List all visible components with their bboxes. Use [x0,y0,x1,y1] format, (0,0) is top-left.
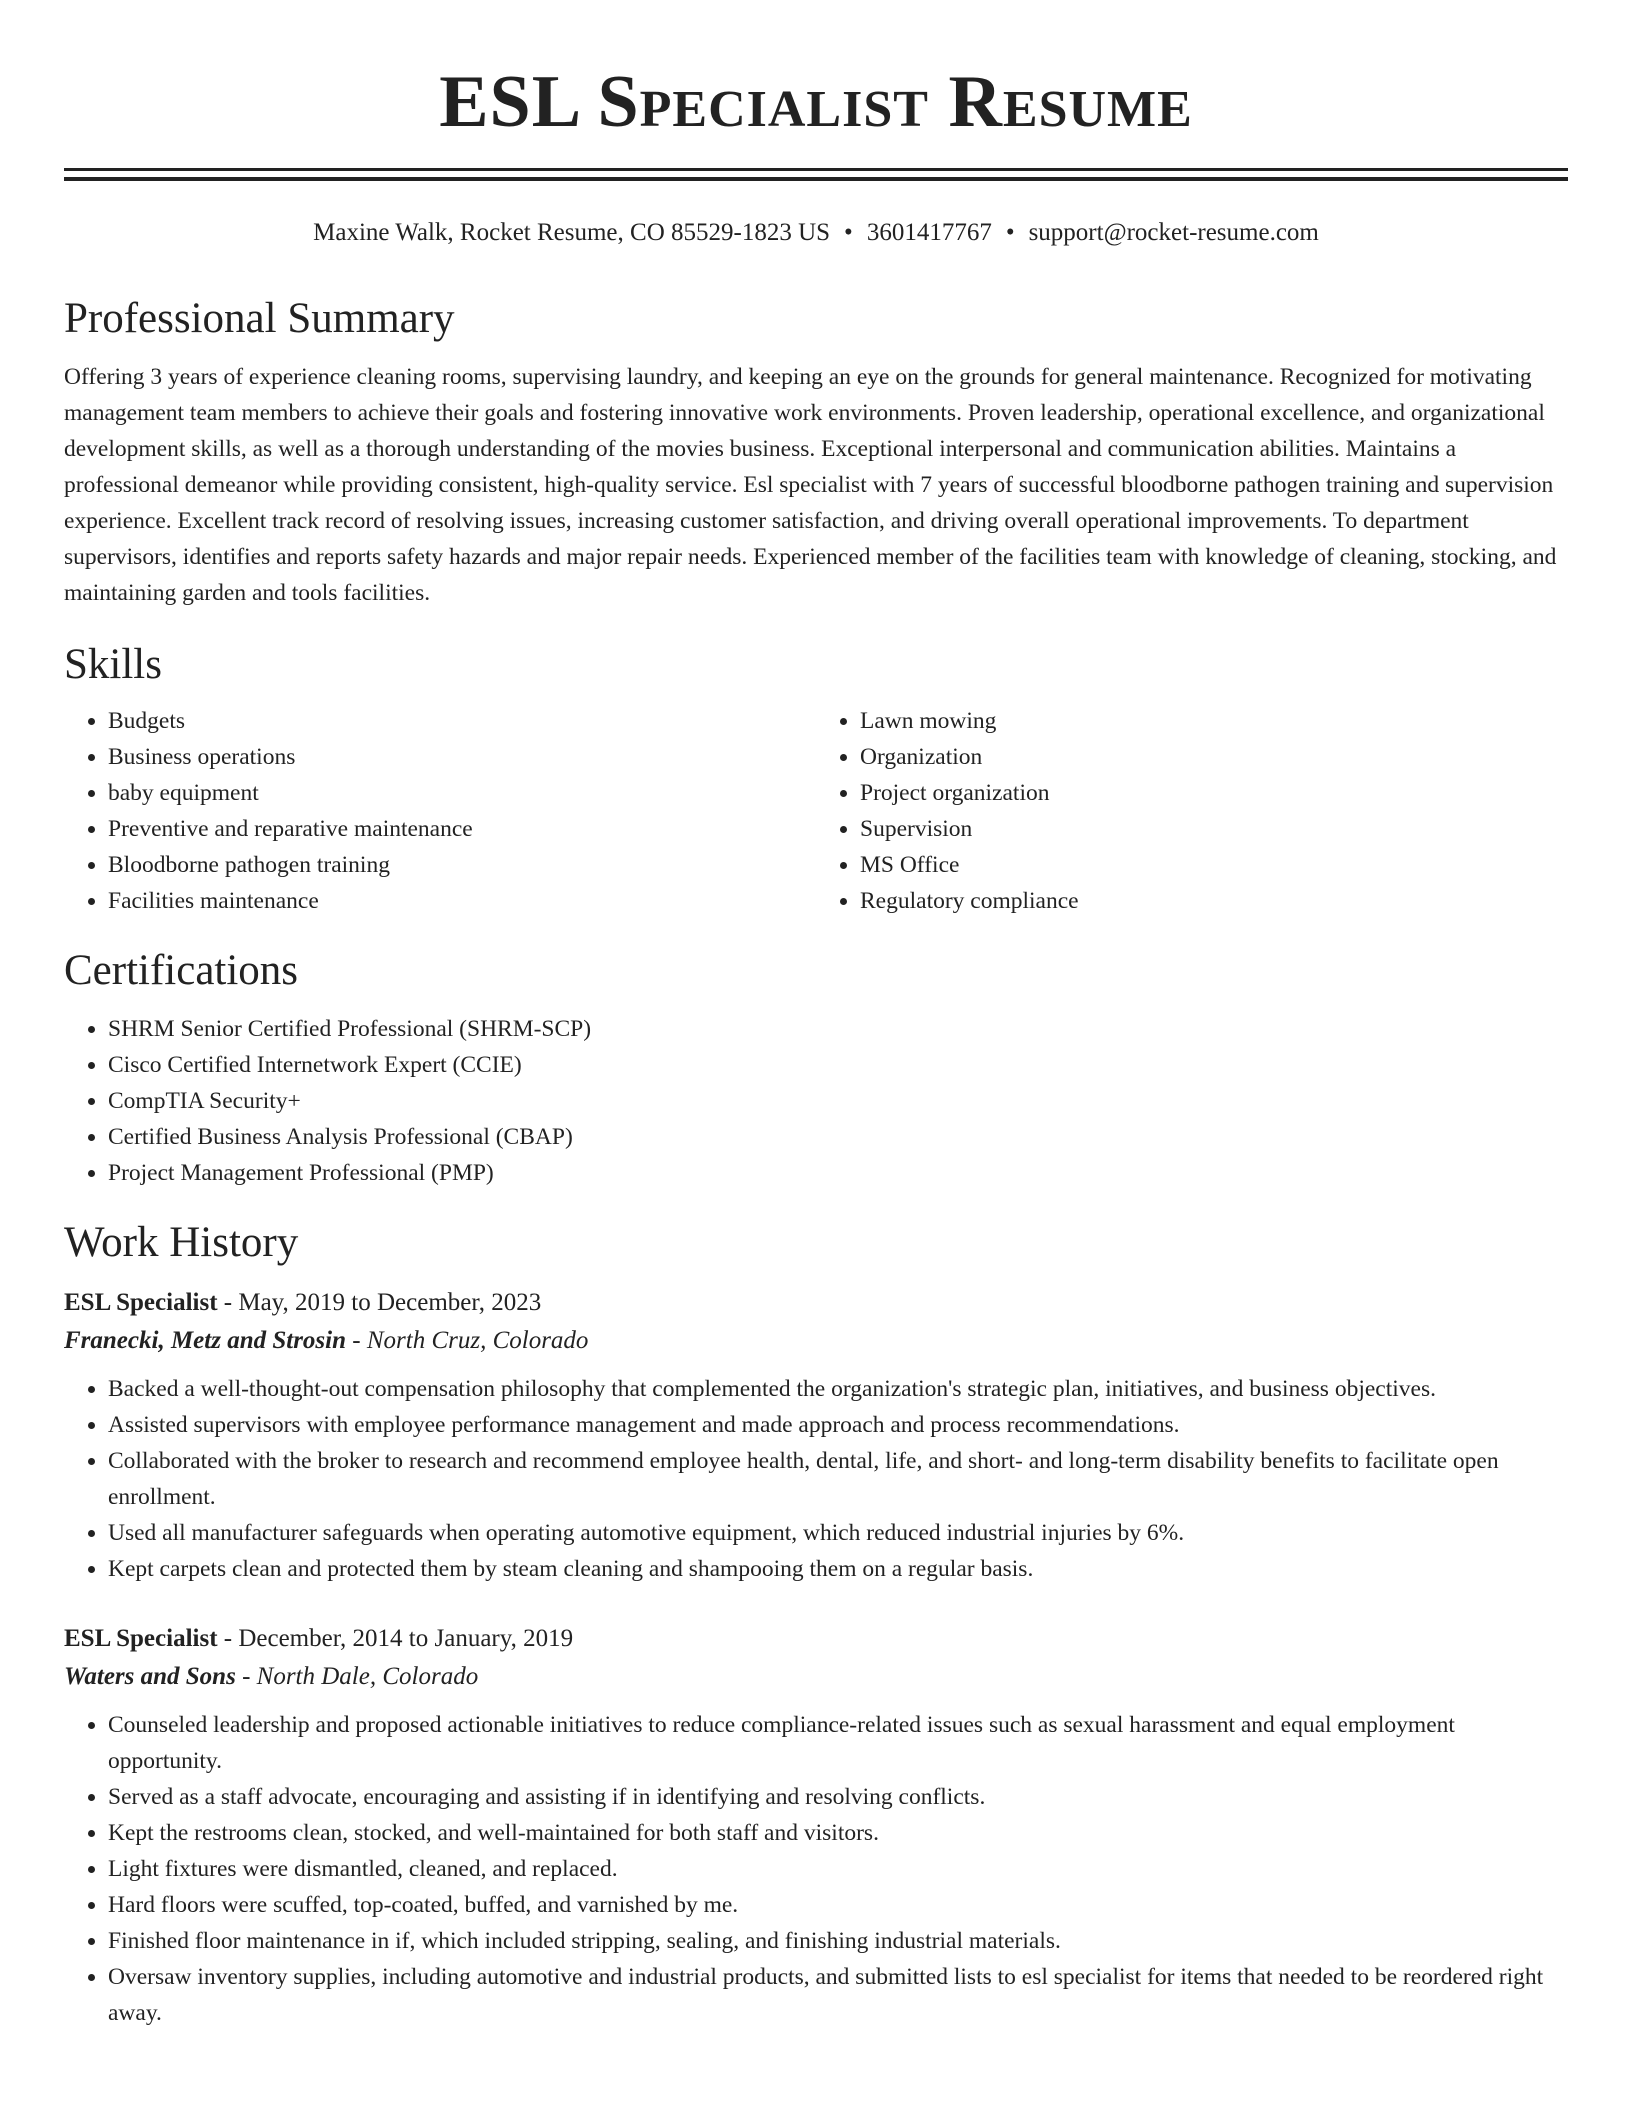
skill-item: • Supervision [860,811,1568,847]
skills-heading: Skills [64,641,162,688]
skills-list-right [816,703,1568,919]
job-employer [64,1659,1568,1695]
job-entry [64,1619,1568,2031]
skills-columns [64,703,1568,919]
job-bullet: • Finished floor maintenance in if, which included stripping, sealing, and finishing industrial materials. [108,1923,1568,1959]
job-bullet: • Used all manufacturer safeguards when operating automotive equipment, which reduced industrial injuries by 6%. [108,1515,1568,1551]
title-rule-bottom [64,177,1568,181]
skill-item: • Project organization [860,775,1568,811]
skill-item: • Business operations [108,739,816,775]
contact-line [64,217,1568,249]
job-company: Franecki, Metz and Strosin [64,1327,347,1354]
resume-page [64,0,1568,2031]
job-bullet: • Served as a staff advocate, encouraging and assisting if in identifying and resolving conflicts. [108,1779,1568,1815]
job-dates: - December, 2014 to January, 2019 [217,1625,574,1652]
job-location: - North Cruz, Colorado [346,1327,589,1354]
contact-email: support@rocket-resume.com [1028,219,1319,246]
skills-list-left [64,703,816,919]
contact-separator: • [844,219,853,246]
job-title: ESL Specialist [64,1289,218,1316]
job-location: - North Dale, Colorado [235,1663,479,1690]
skill-item: • Regulatory compliance [860,883,1568,919]
certification-item: • CompTIA Security+ [108,1083,1568,1119]
contact-separator: • [1005,219,1015,246]
resume-title: ESL Specialist Resume [439,61,1193,143]
job-bullet: • Collaborated with the broker to research and recommend employee health, dental, life, and short- and long-term disability benefits to facilitate open enrollment. [108,1443,1568,1515]
skill-item: • Budgets [108,703,816,739]
job-entry [64,1283,1568,1587]
job-bullet: • Backed a well-thought-out compensation philosophy that complemented the organization's strategic plan, initiatives, and business objectives. [108,1371,1568,1407]
job-employer [64,1323,1568,1359]
job-bullet: • Kept carpets clean and protected them by steam cleaning and shampooing them on a regular basis. [108,1551,1568,1587]
skill-item: • MS Office [860,847,1568,883]
job-bullet: • Counseled leadership and proposed actionable initiatives to reduce compliance-related issues such as sexual harassment and equal employment opportunity. [108,1707,1568,1779]
certification-item: • Certified Business Analysis Professional (CBAP) [108,1119,1568,1155]
summary-text: Offering 3 years of experience cleaning rooms, supervising laundry, and keeping an eye on the grounds for general maintenance. Recognized for motivating management team members to achieve their goals and fostering innovative work environments. Proven leadership, operational excellence, and organizational development skills, as well as a thorough understanding of the movies business. Exceptional interpersonal and communication abilities. Maintains a professional demeanor while providing consistent, high-quality service. Esl specialist with 7 years of successful bloodborne pathogen training and supervision experience. Excellent track record of resolving issues, increasing customer satisfaction, and driving overall operational improvements. To department supervisors, identifies and reports safety hazards and major repair needs. Experienced member of the facilities team with knowledge of cleaning, stocking, and maintaining garden and tools facilities. [64,364,1557,606]
job-bullets [64,1707,1568,2031]
skill-item: • Lawn mowing [860,703,1568,739]
certification-item: • Project Management Professional (PMP) [108,1155,1568,1191]
skill-item: • Bloodborne pathogen training [108,847,816,883]
job-bullet: • Assisted supervisors with employee performance management and made approach and process recommendations. [108,1407,1568,1443]
job-bullets [64,1371,1568,1587]
work-history-heading: Work History [64,1219,299,1266]
skill-item: • baby equipment [108,775,816,811]
skill-item: • Organization [860,739,1568,775]
certifications-heading: Certifications [64,947,299,994]
skill-item: • Facilities maintenance [108,883,816,919]
certifications-list [64,1011,1568,1191]
job-dates: - May, 2019 to December, 2023 [217,1289,542,1316]
contact-phone: 3601417767 [866,219,992,246]
job-bullet: • Oversaw inventory supplies, including automotive and industrial products, and submitted lists to esl specialist for items that needed to be reordered right away. [108,1959,1568,2031]
certification-item: • SHRM Senior Certified Professional (SHRM-SCP) [108,1011,1568,1047]
job-header [64,1283,1568,1323]
skill-item: • Preventive and reparative maintenance [108,811,816,847]
contact-address: Maxine Walk, Rocket Resume, CO 85529-1823 US [313,219,831,246]
job-bullet: • Kept the restrooms clean, stocked, and well-maintained for both staff and visitors. [108,1815,1568,1851]
job-company: Waters and Sons [64,1663,236,1690]
summary-heading: Professional Summary [64,295,455,342]
job-title: ESL Specialist [64,1625,218,1652]
title-rule-top [64,168,1568,171]
job-header [64,1619,1568,1659]
certification-item: • Cisco Certified Internetwork Expert (CCIE) [108,1047,1568,1083]
job-bullet: • Light fixtures were dismantled, cleaned, and replaced. [108,1851,1568,1887]
job-bullet: • Hard floors were scuffed, top-coated, buffed, and varnished by me. [108,1887,1568,1923]
